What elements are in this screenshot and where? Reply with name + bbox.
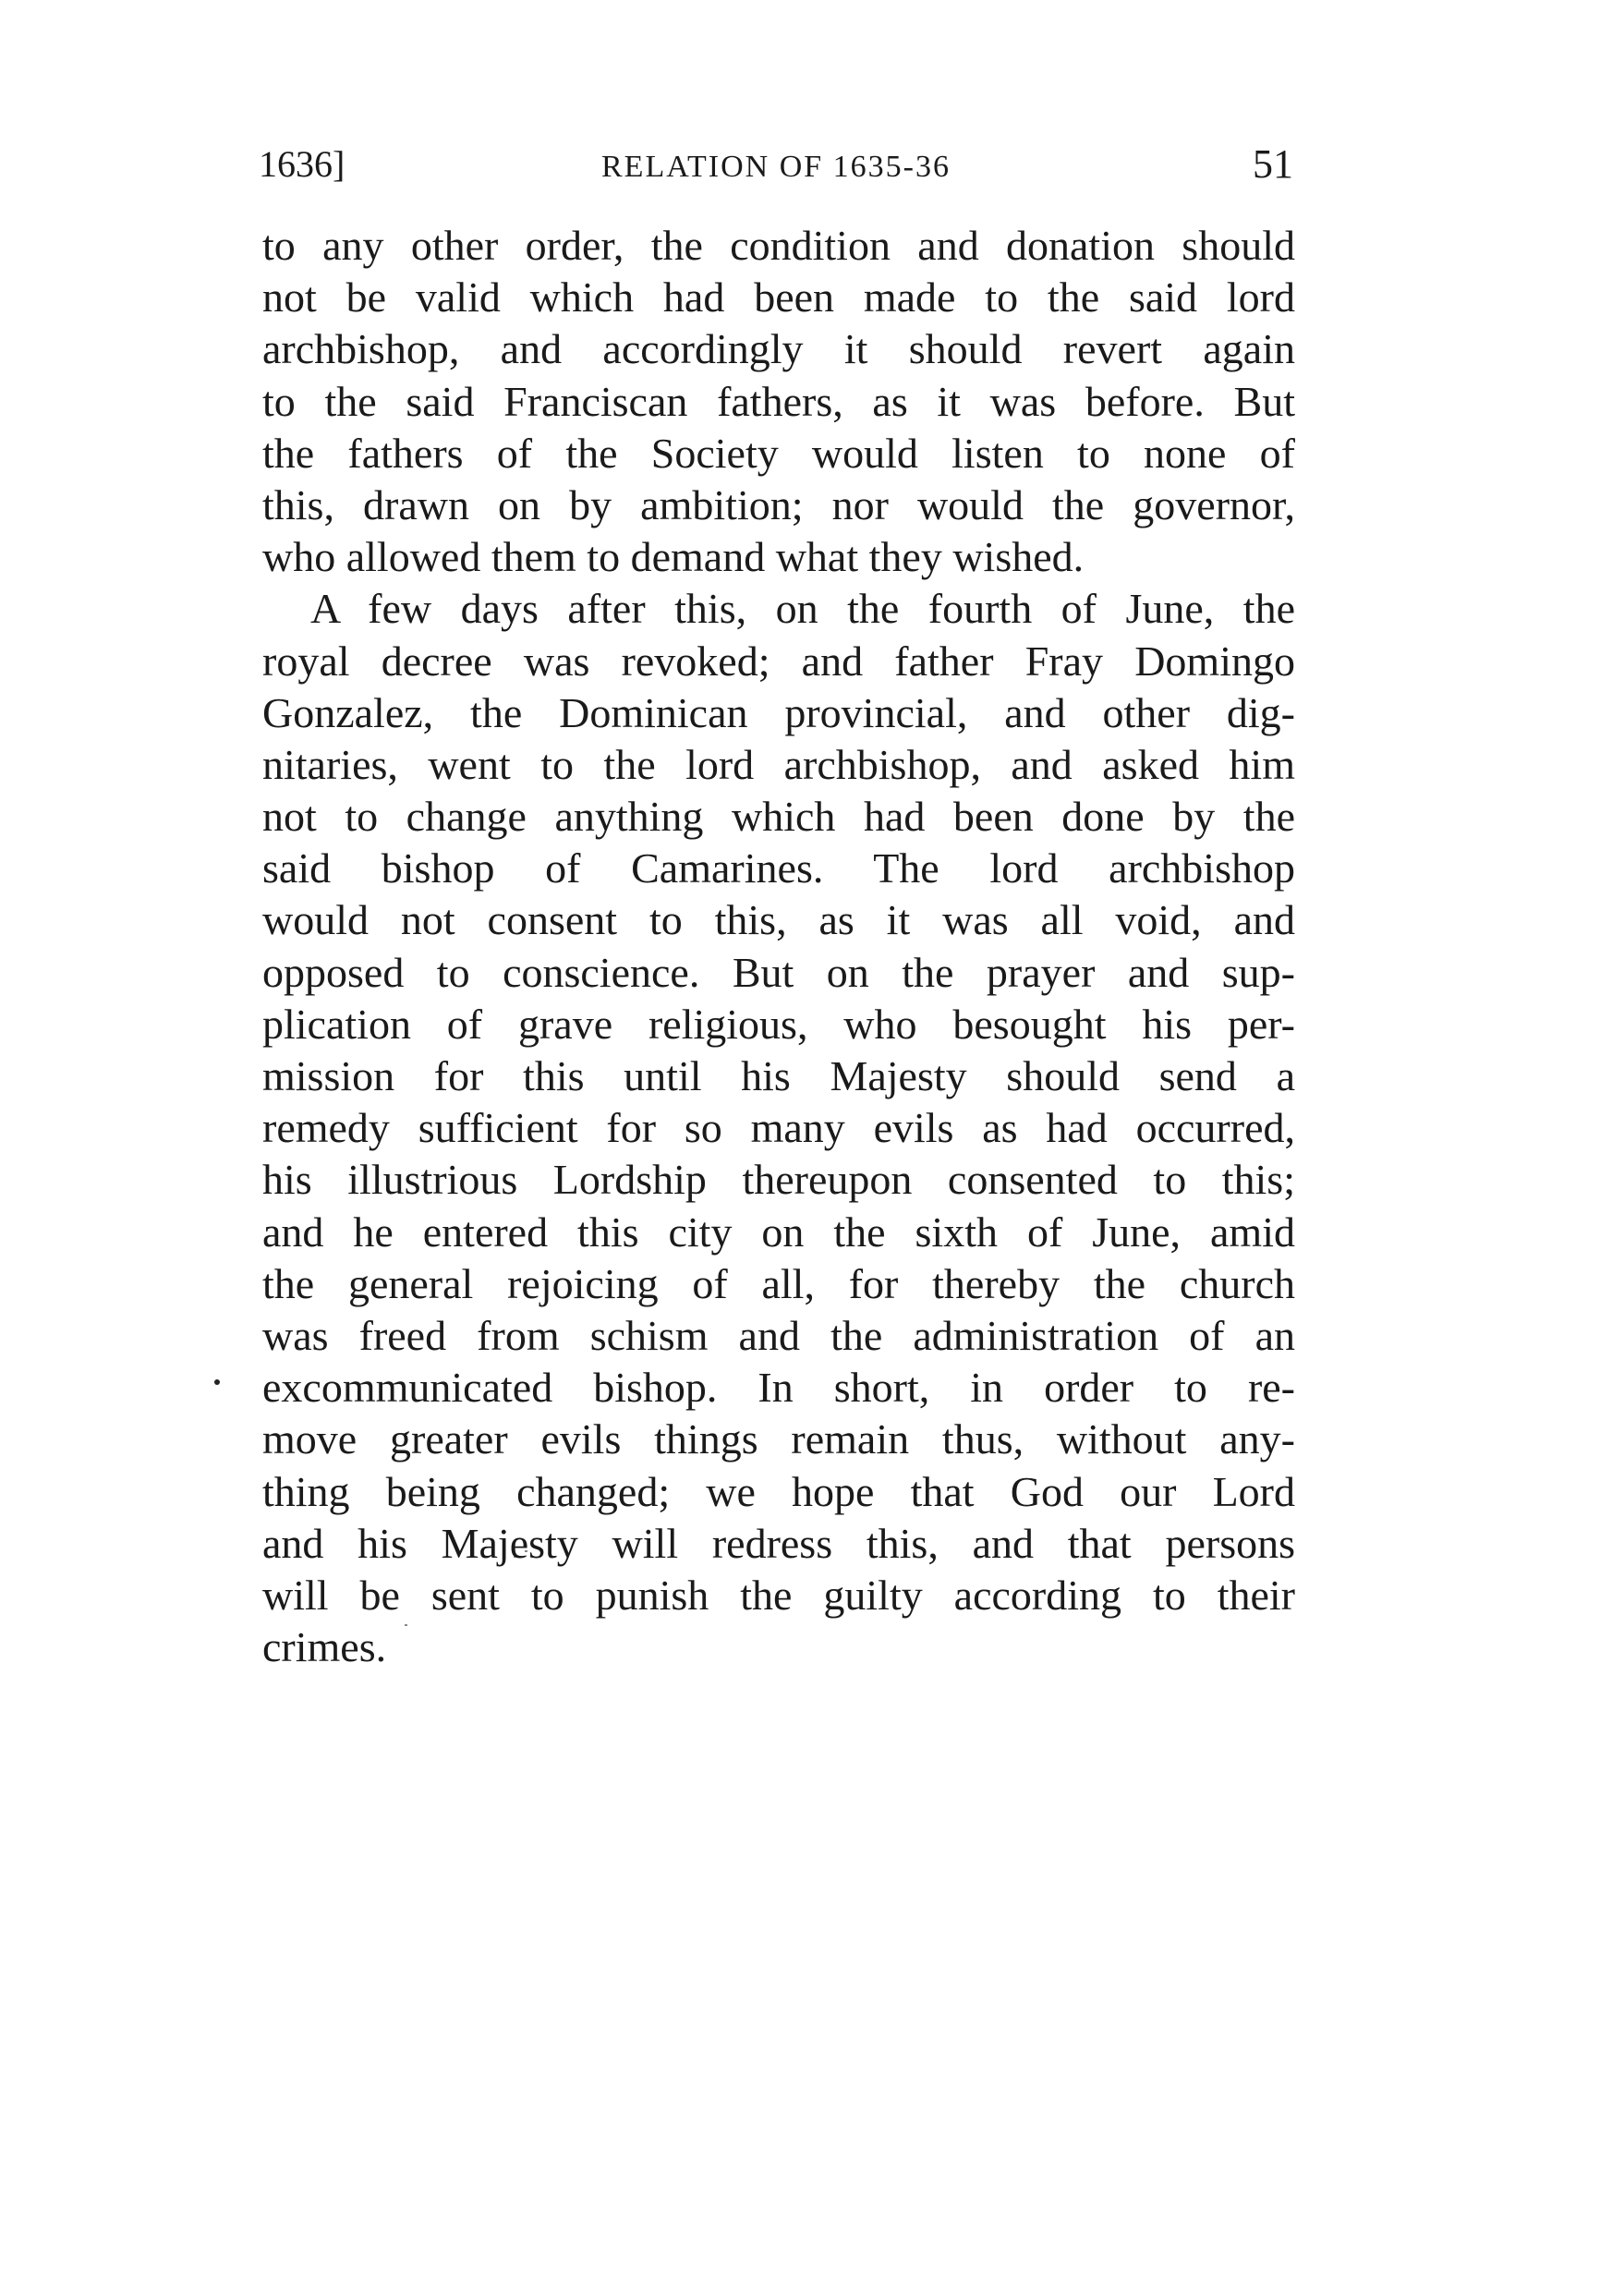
running-head-title [259,137,1293,195]
text-line: said bishop of Camarines. The lord archbishop [262,844,1295,892]
text-line: who allowed them to demand what they wished. [262,533,1085,581]
text-line: nitaries, went to the lord archbishop, and asked him [262,740,1295,788]
body-text [262,220,1295,1673]
text-line: and he entered this city on the sixth of June, amid [262,1208,1295,1256]
text-line: to the said Franciscan fathers, as it was before. But [262,377,1295,425]
paragraph-2 [262,583,1295,1673]
text-line: the fathers of the Society would listen to none of [262,429,1295,477]
text-line: remedy sufficient for so many evils as had occurred, [262,1104,1295,1152]
text-line: royal decree was revoked; and father Fray Domingo [262,637,1295,685]
text-line: will be sent to punish the guilty according to their [262,1571,1295,1619]
text-line: move greater evils things remain thus, without any- [262,1415,1295,1463]
margin-mark [214,1379,220,1385]
text-line: to any other order, the condition and donation should [262,222,1295,269]
text-line: this, drawn on by ambition; nor would the governor, [262,480,1295,528]
text-line: not be valid which had been made to the said lord [262,273,1295,322]
text-line: was freed from schism and the administration of an [262,1311,1295,1359]
paragraph-1 [262,220,1295,583]
text-line: opposed to conscience. But on the prayer and sup- [262,948,1295,996]
text-line: not to change anything which had been done by the [262,793,1295,841]
text-line: A few days after this, on the fourth of June, the [310,585,1295,633]
text-line: Gonzalez, the Dominican provincial, and other dig- [262,688,1295,736]
text-line: would not consent to this, as it was all void, and [262,896,1295,944]
page-number: 51 [1253,141,1293,187]
text-line: plication of grave religious, who besought his per- [262,1000,1295,1048]
text-line: his illustrious Lordship thereupon consented to this; [262,1156,1295,1204]
text-line: archbishop, and accordingly it should revert again [262,325,1295,373]
text-line: and his Majesty will redress this, and that persons [262,1519,1295,1567]
text-line: thing being changed; we hope that God our Lord [262,1467,1295,1515]
text-line: mission for this until his Majesty should send a [262,1052,1295,1099]
text-line: the general rejoicing of all, for thereby the church [262,1259,1295,1307]
running-head [259,137,1293,192]
text-line: excommunicated bishop. In short, in order to re- [262,1364,1295,1412]
running-head-title-text: RELATION OF 1635-36 [601,150,951,184]
running-head-year: 1636] [259,143,345,185]
text-line: crimes. [262,1623,387,1671]
